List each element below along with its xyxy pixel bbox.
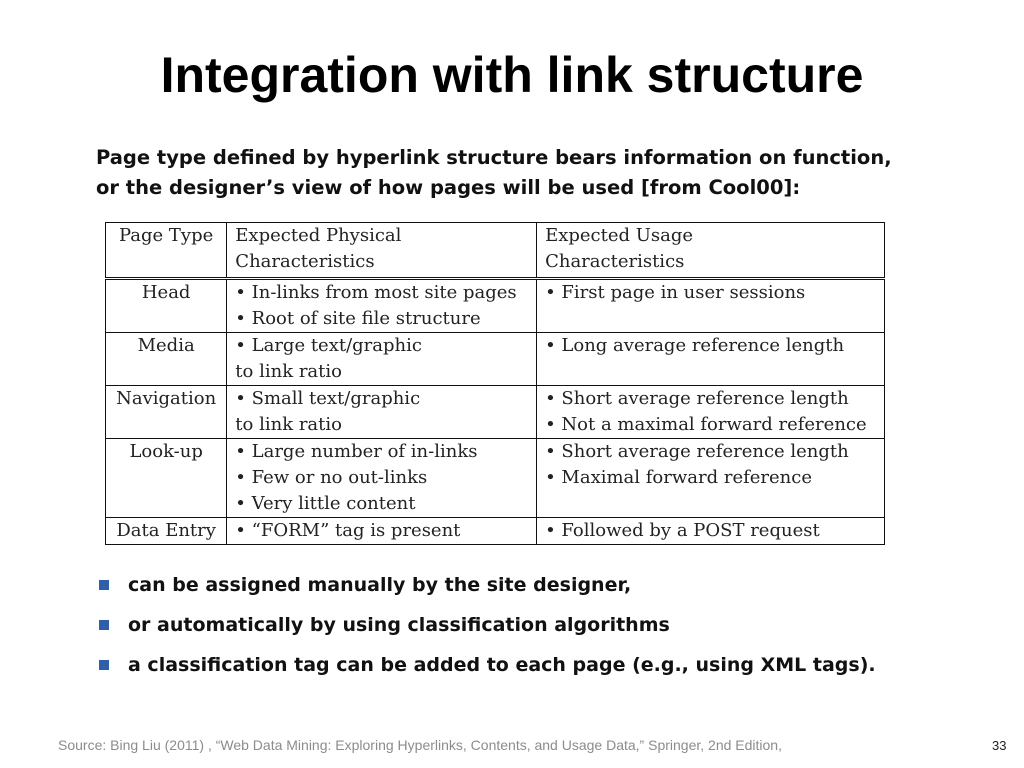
intro-line-2: or the designer’s view of how pages will be used [from Cool00]:	[96, 176, 801, 199]
row-type-head: Head	[106, 279, 227, 333]
row-physical: • In-links from most site pages • Root of site file structure	[227, 279, 537, 333]
header-physical: Expected Physical Characteristics	[227, 223, 537, 279]
table-row	[106, 333, 885, 386]
row-type-data-entry: Data Entry	[106, 518, 227, 545]
bullet-text: a classification tag can be added to each page (e.g., using XML tags).	[128, 654, 876, 676]
row-usage: • Followed by a POST request	[537, 518, 885, 545]
row-physical: • “FORM” tag is present	[227, 518, 537, 545]
row-usage: • Short average reference length • Maximal forward reference	[537, 439, 885, 518]
row-type-navigation: Navigation	[106, 386, 227, 439]
row-type-media: Media	[106, 333, 227, 386]
bullet-text: or automatically by using classification algorithms	[128, 614, 670, 636]
table-row	[106, 279, 885, 333]
table-header-row	[106, 223, 885, 279]
square-bullet-icon	[99, 660, 109, 670]
bullet-list	[96, 566, 956, 686]
intro-line-1: Page type defined by hyperlink structure bears information on function,	[96, 146, 892, 169]
square-bullet-icon	[99, 620, 109, 630]
bullet-item	[96, 566, 956, 606]
row-physical: • Small text/graphic to link ratio	[227, 386, 537, 439]
page-number: 33	[992, 738, 1007, 753]
square-bullet-icon	[99, 580, 109, 590]
row-physical: • Large number of in-links • Few or no out-links • Very little content	[227, 439, 537, 518]
header-usage: Expected Usage Characteristics	[537, 223, 885, 279]
row-physical: • Large text/graphic to link ratio	[227, 333, 537, 386]
table-row	[106, 439, 885, 518]
row-usage: • First page in user sessions	[537, 279, 885, 333]
bullet-text: can be assigned manually by the site designer,	[128, 574, 632, 596]
row-type-lookup: Look-up	[106, 439, 227, 518]
table-row	[106, 386, 885, 439]
row-usage: • Short average reference length • Not a maximal forward reference	[537, 386, 885, 439]
bullet-item	[96, 646, 956, 686]
header-page-type: Page Type	[106, 223, 227, 279]
intro-text	[96, 143, 926, 203]
source-citation: Source: Bing Liu (2011) , “Web Data Mining: Exploring Hyperlinks, Contents, and Usage Data,” Springer, 2nd Edition,	[58, 737, 782, 753]
slide-title: Integration with link structure	[160, 47, 864, 103]
page-type-table	[105, 222, 885, 545]
bullet-item	[96, 606, 956, 646]
row-usage: • Long average reference length	[537, 333, 885, 386]
table-row	[106, 518, 885, 545]
